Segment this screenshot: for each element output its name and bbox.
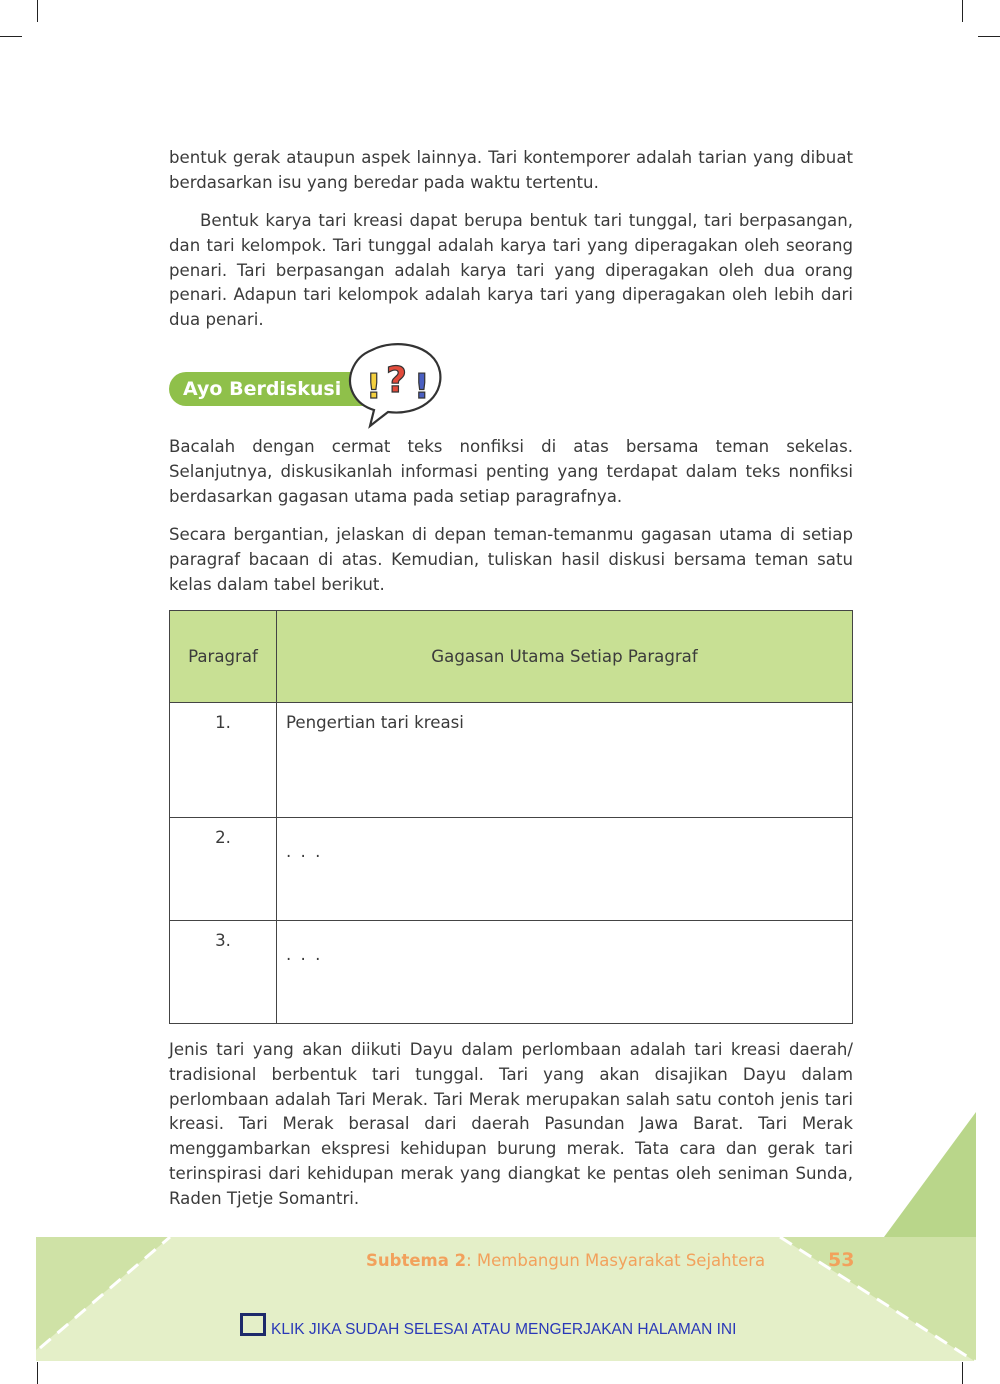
table-row: [170, 703, 853, 818]
table-row: [170, 921, 853, 1024]
paragraph-bentuk-karya: Bentuk karya tari kreasi dapat berupa bentuk tari tunggal, tari berpasangan, dan tari kelompok. Tari tunggal adalah karya tari yang diperagakan oleh seorang penari. Tari berpasangan adalah karya tari yang diperagakan oleh dua orang penari. Adapun tari kelompok adalah karya tari yang diperagakan oleh lebih dari dua penari.: [169, 211, 853, 330]
section-banner: [169, 372, 369, 406]
row-main-idea: Pengertian tari kreasi: [277, 703, 853, 818]
row-number: 3.: [170, 921, 277, 1024]
row-number: 1.: [170, 703, 277, 818]
speech-bubble-icon: [340, 340, 450, 430]
page-number: 53: [828, 1249, 855, 1271]
table-row: [170, 818, 853, 921]
exclamation-blue-icon: !: [414, 367, 430, 407]
crop-mark: [0, 36, 22, 37]
header-gagasan: Gagasan Utama Setiap Paragraf: [277, 611, 853, 703]
row-main-idea-blank: . . .: [286, 842, 323, 861]
discussion-table: [169, 610, 853, 1024]
crop-mark: [37, 0, 38, 22]
paragraph-kontemporer: bentuk gerak ataupun aspek lainnya. Tari kontemporer adalah tarian yang dibuat berdasarkan isu yang beredar pada waktu tertentu.: [169, 148, 853, 192]
footer-decoration: [0, 1100, 1000, 1384]
paragraph-instruction-read: Bacalah dengan cermat teks nonfiksi di atas bersama teman sekelas. Selanjutnya, diskusikanlah informasi penting yang terdapat dalam teks nonfiksi berdasarkan gagasan utama pada setiap paragrafnya.: [169, 437, 853, 506]
section-title: Ayo Berdiskusi: [183, 378, 342, 400]
crop-mark: [962, 0, 963, 22]
completion-checkbox[interactable]: [240, 1313, 266, 1336]
completion-label[interactable]: KLIK JIKA SUDAH SELESAI ATAU MENGERJAKAN HALAMAN INI: [271, 1321, 737, 1338]
paragraph-instruction-discuss: Secara bergantian, jelaskan di depan teman-temanmu gagasan utama di setiap paragraf bacaan di atas. Kemudian, tuliskan hasil diskusi bersama teman satu kelas dalam tabel berikut.: [169, 525, 853, 594]
header-paragraf: Paragraf: [170, 611, 277, 703]
footer-subtema: [366, 1251, 765, 1270]
paragraph-tari-merak: Jenis tari yang akan diikuti Dayu dalam perlombaan adalah tari kreasi daerah/ tradisional berbentuk tari tunggal. Tari yang akan disajikan Dayu dalam perlombaan adalah Tari Merak. Tari Merak merupakan salah satu contoh jenis tari kreasi. Tari Merak berasal dari daerah Pasundan Jawa Barat. Tari Merak menggambarkan ekspresi kehidupan burung merak. Tata cara dan gerak tari terinspirasi dari kehidupan merak yang diangkat ke pentas oleh seniman Sunda, Raden Tjetje Somantri.: [169, 1040, 853, 1208]
exclamation-yellow-icon: !: [366, 367, 382, 407]
crop-mark: [978, 36, 1000, 37]
subtema-title: : Membangun Masyarakat Sejahtera: [466, 1251, 766, 1270]
row-number: 2.: [170, 818, 277, 921]
subtema-label: Subtema 2: [366, 1251, 467, 1270]
question-mark-icon: ?: [386, 360, 407, 401]
row-main-idea-blank: . . .: [286, 945, 323, 964]
